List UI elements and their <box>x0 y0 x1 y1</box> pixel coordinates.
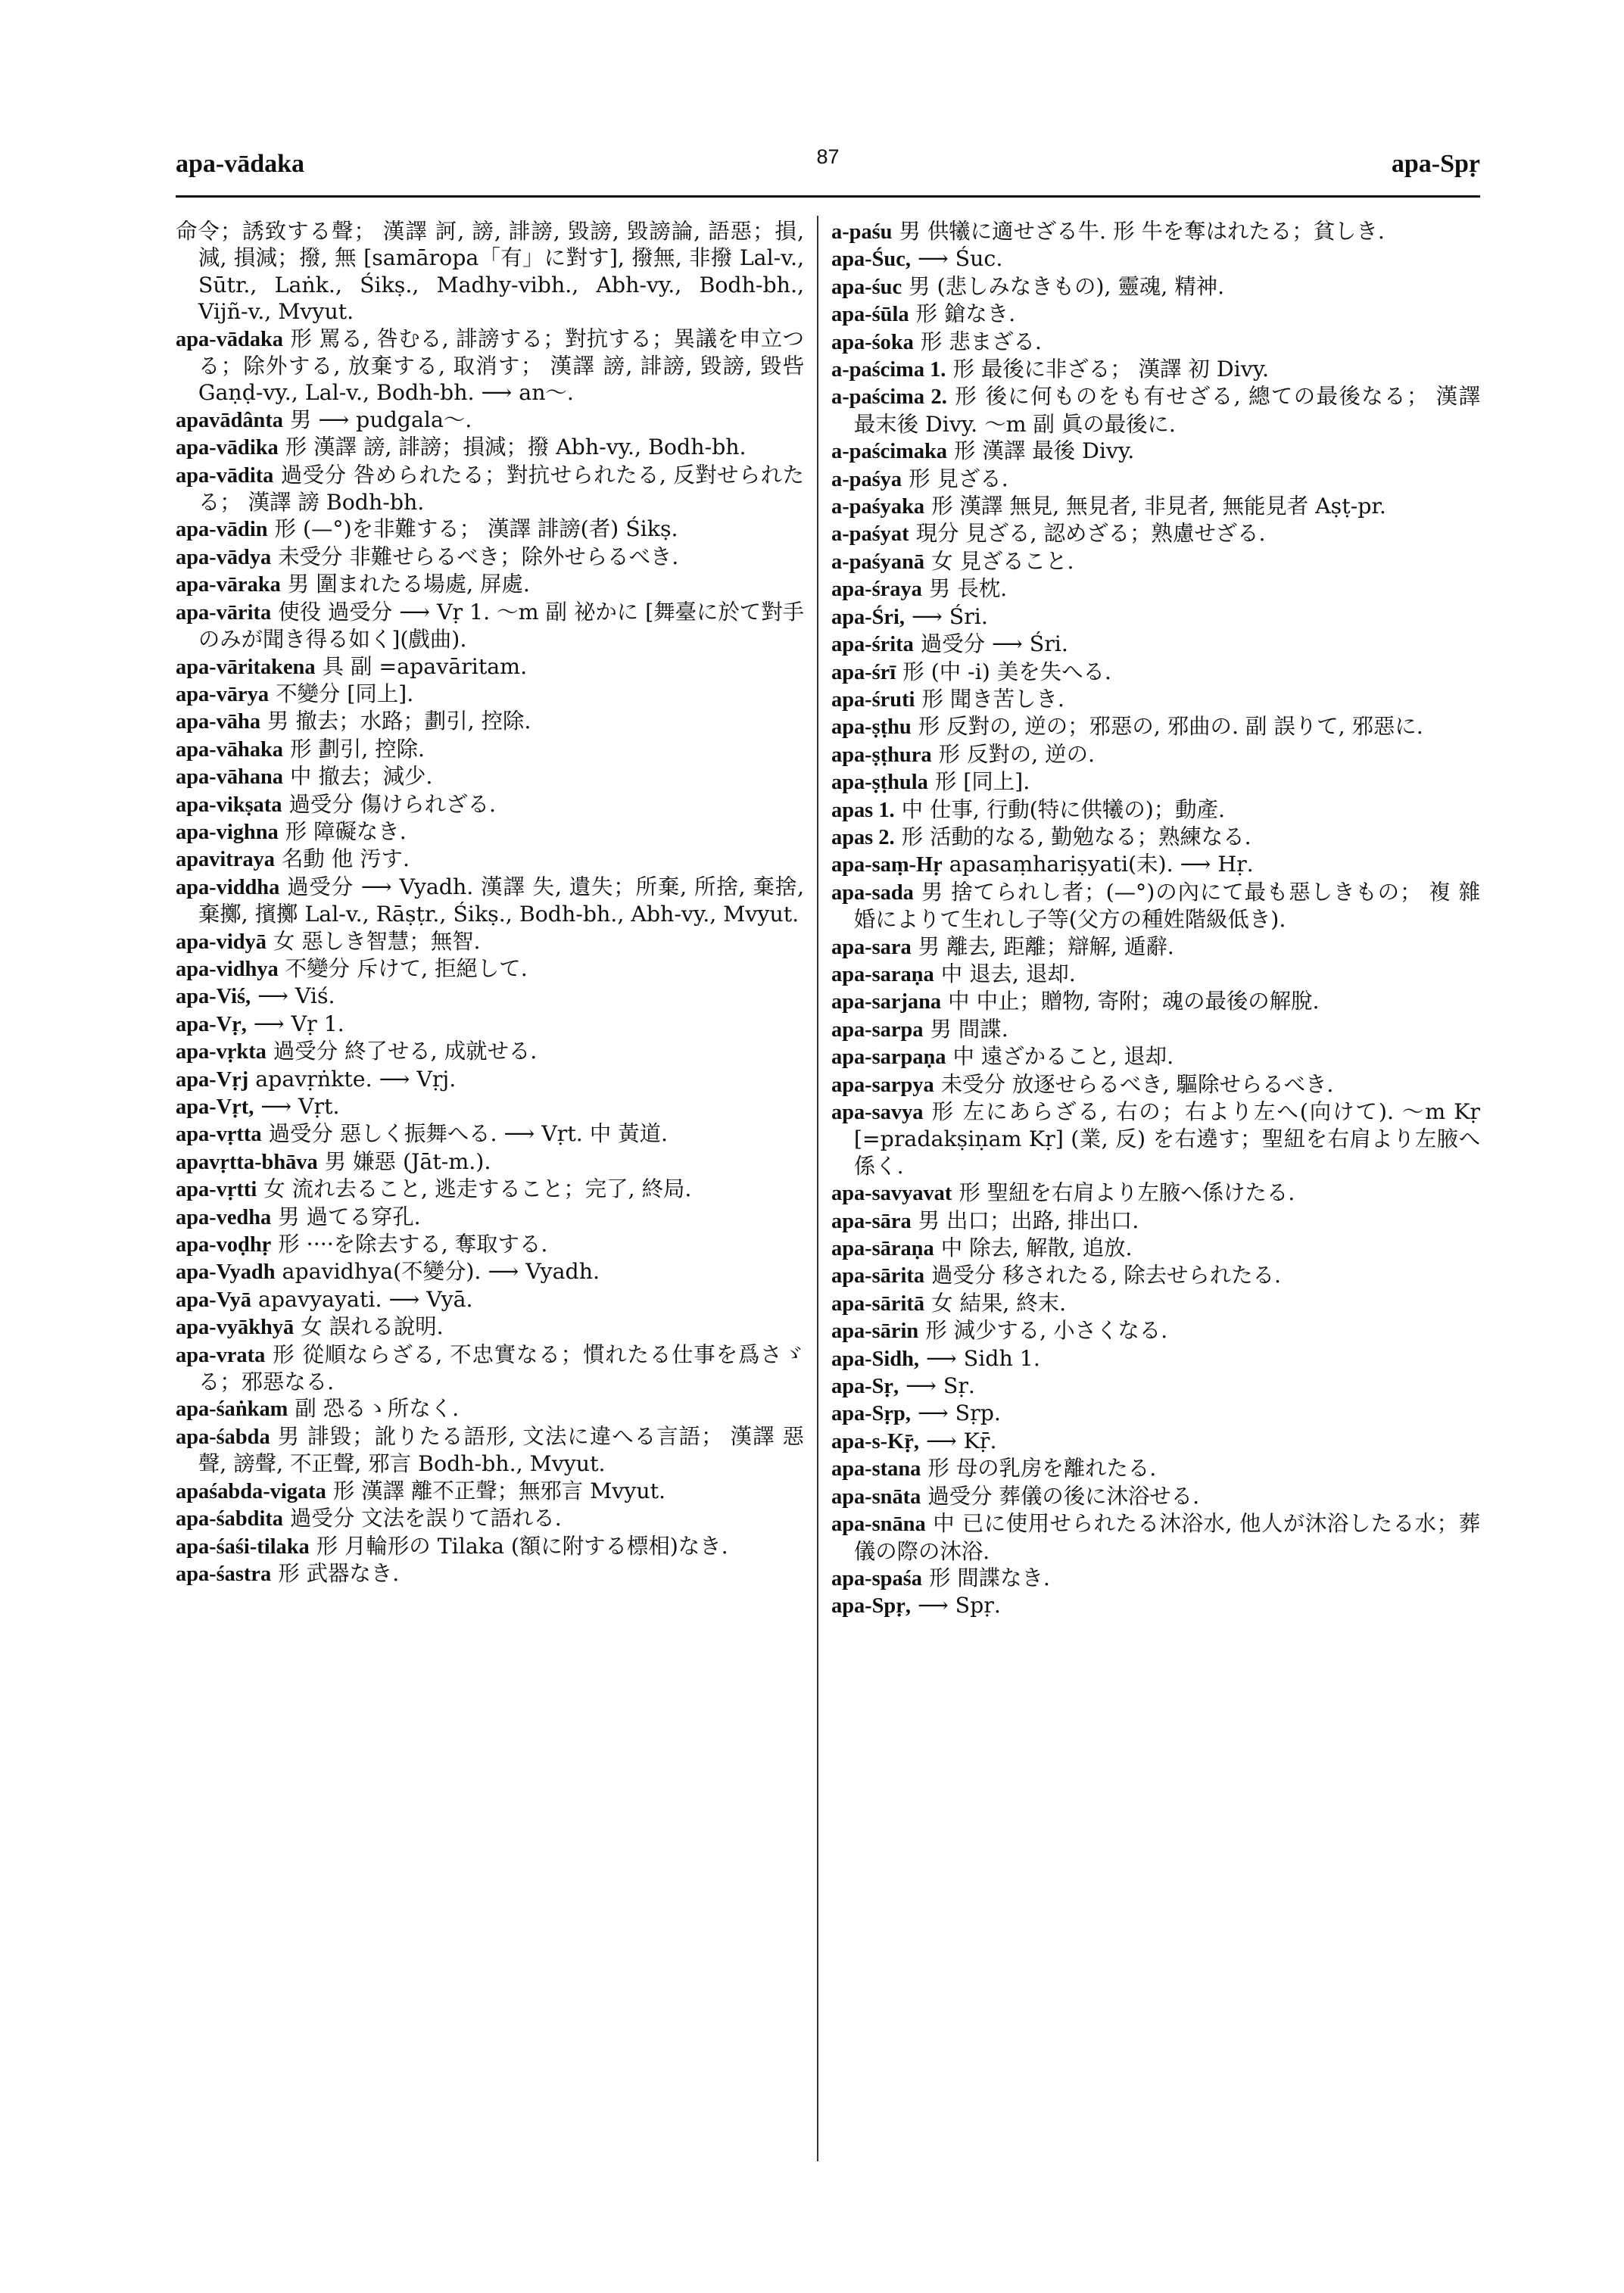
entry-definition: 形 (—°)を非難する； 漢譯 誹謗(者) Śikṣ. <box>274 516 678 542</box>
entry-definition: 形 後に何ものをも有せざる, 總ての最後なる； 漢譯 最末後 Divy. 〜m 副 眞の最後に. <box>853 384 1480 437</box>
entry-definition: 形 從順ならざる, 不忠實なる；慣れたる仕事を爲さゞる；邪惡なる. <box>198 1341 804 1395</box>
entry-definition: 形 罵る, 咎むる, 誹謗する；對抗する；異議を申立つる；除外する, 放棄する, 取消す； 漢譯 謗, 誹謗, 毀謗, 毀呰 Gaṇḍ-vy., Lal-v., Bodh-bh. ⟶ an〜. <box>198 326 805 406</box>
entry-headword: apavitraya <box>176 848 275 872</box>
entry-headword: apa-voḍhṛ <box>176 1233 272 1257</box>
entry-headword: apa-vādita <box>176 463 274 488</box>
dictionary-entry <box>176 846 804 873</box>
dictionary-entry <box>831 1043 1480 1070</box>
entry-headword: apa-vāritakena <box>176 655 316 679</box>
entry-definition: 男 出口；出路, 排出口. <box>918 1207 1139 1233</box>
entry-headword: apaśabda-vigata <box>176 1479 326 1503</box>
dictionary-entry <box>831 631 1480 658</box>
entry-definition: 過受分 移されたる, 除去せられたる. <box>931 1263 1282 1288</box>
dictionary-entry <box>831 713 1480 740</box>
entry-definition: 現分 見ざる, 認めざる；熟慮せざる. <box>915 521 1266 547</box>
dictionary-entry <box>176 1120 804 1148</box>
entry-headword: apa-Śri, <box>831 605 906 629</box>
dictionary-entry <box>831 879 1480 933</box>
entry-definition: 形 [同上]. <box>934 769 1030 795</box>
dictionary-entry <box>176 599 804 653</box>
entry-definition: 過受分 文法を誤りて語れる. <box>290 1506 562 1531</box>
entry-headword: apa-vāhaka <box>176 737 283 762</box>
entry-definition: 中 退去, 退却. <box>940 961 1076 986</box>
entry-headword: a-paśyat <box>831 522 909 547</box>
entry-definition: 形 漢譯 謗, 誹謗；損減；撥 Abh-vy., Bodh-bh. <box>285 435 747 460</box>
entry-definition: 形 減少する, 小さくなる. <box>925 1318 1168 1344</box>
entry-headword: apa-viddha <box>176 875 280 899</box>
entry-definition: 名動 他 汚す. <box>281 846 410 872</box>
dictionary-entry <box>831 686 1480 713</box>
entry-headword: apa-Vyadh <box>176 1260 276 1285</box>
left-column <box>176 218 804 1587</box>
dictionary-entry <box>176 736 804 763</box>
entry-definition: 形 活動的なる, 勤勉なる；熟練なる. <box>901 824 1252 849</box>
dictionary-entry <box>176 462 804 516</box>
dictionary-entry <box>831 1262 1480 1289</box>
entry-headword: apa-śabda <box>176 1425 270 1449</box>
dictionary-entry <box>831 1235 1480 1262</box>
entry-headword: apa-sara <box>831 935 912 959</box>
dictionary-entry <box>176 1258 804 1285</box>
dictionary-entry <box>176 1505 804 1532</box>
entry-definition: 形 見ざる. <box>909 466 1008 491</box>
entry-definition: apavṛṅkte. ⟶ Vṛj. <box>255 1066 457 1092</box>
entry-headword: apa-saraṇa <box>831 962 934 986</box>
entry-headword: apa-vṛkta <box>176 1040 267 1064</box>
running-head-right: apa-Spṛ <box>1391 150 1480 178</box>
entry-headword: apa-s-Kṝ, <box>831 1429 919 1453</box>
entry-definition: 形 障礙なき. <box>285 818 407 844</box>
entry-headword: apa-sarpaṇa <box>831 1045 946 1070</box>
entry-definition: 形 反對の, 逆の；邪惡の, 邪曲の. 副 誤りて, 邪惡に. <box>918 714 1423 740</box>
dictionary-entry <box>831 1098 1480 1179</box>
entry-definition: 中 仕事, 行動(特に供犧の)；動產. <box>901 796 1225 822</box>
entry-headword: apa-vādaka <box>176 327 283 351</box>
entry-definition: ⟶ Sṛp. <box>917 1400 1001 1426</box>
dictionary-entry <box>831 438 1480 465</box>
entry-definition: 形 反對の, 逆の. <box>938 741 1095 767</box>
entry-headword: apa-ṣṭhu <box>831 715 912 740</box>
dictionary-entry <box>831 961 1480 988</box>
entry-definition: 過受分 ⟶ Śri. <box>920 631 1068 657</box>
entry-headword: apa-stana <box>831 1457 921 1481</box>
dictionary-entry <box>176 1478 804 1505</box>
dictionary-entry <box>831 1372 1480 1400</box>
entry-definition: ⟶ Viś. <box>257 983 335 1009</box>
entry-definition: 形 武器なき. <box>278 1560 400 1586</box>
entry-headword: apa-Sidh, <box>831 1347 919 1371</box>
header-rule <box>176 195 1480 198</box>
entry-headword: a-paśyanā <box>831 550 925 574</box>
entry-headword: apa-vedha <box>176 1205 272 1229</box>
dictionary-entry <box>176 1395 804 1422</box>
entry-headword: apa-savyavat <box>831 1182 952 1206</box>
dictionary-entry <box>831 1179 1480 1207</box>
entry-definition: 形 間諜なき. <box>928 1565 1050 1590</box>
dictionary-entry <box>176 1148 804 1176</box>
entry-definition: 男 長枕. <box>928 576 1008 602</box>
dictionary-entry <box>176 434 804 461</box>
dictionary-entry <box>831 493 1480 520</box>
entry-definition: 中 中止；贈物, 寄附；魂の最後の解脫. <box>948 989 1320 1014</box>
entry-headword: apa-Vyā <box>176 1288 251 1312</box>
entry-definition: 形 最後に非ざる； 漢譯 初 Divy. <box>952 357 1270 382</box>
dictionary-entry <box>831 383 1480 438</box>
dictionary-entry <box>176 708 804 735</box>
entry-definition: 命令；誘致する聲； 漢譯 訶, 謗, 誹謗, 毀謗, 毀謗論, 語惡；損, 減, 損減；撥, 無 [samāropa「有」に對す], 撥無, 非撥 Lal-v., Sūtr., Laṅk., Śikṣ., Madhy-vibh., Abh-vy., Bodh-bh., Vijñ-v., Mvyut. <box>176 219 804 325</box>
entry-definition: 形 聞き苦しき. <box>921 686 1064 712</box>
entry-headword: apa-vidyā <box>176 930 267 954</box>
dictionary-entry <box>831 796 1480 824</box>
entry-headword: apa-śaṅkam <box>176 1397 288 1422</box>
entry-definition: 不變分 [同上]. <box>276 681 414 706</box>
dictionary-entry <box>831 273 1480 301</box>
entry-definition: 男 供犧に適せざる牛. 形 牛を奪はれたる；貧しき. <box>899 219 1385 244</box>
entry-definition: 形 月輪形の Tilaka (額に附する標相)なき. <box>316 1533 728 1559</box>
dictionary-entry <box>176 1533 804 1560</box>
dictionary-entry <box>176 653 804 681</box>
dictionary-entry <box>831 659 1480 686</box>
entry-headword: apa-Sṛp, <box>831 1402 911 1426</box>
entry-definition: ⟶ Śri. <box>912 603 988 629</box>
entry-headword: apa-Vṛj <box>176 1067 249 1092</box>
dictionary-entry <box>831 1016 1480 1043</box>
dictionary-entry <box>176 928 804 955</box>
entry-headword: apa-śruti <box>831 687 915 712</box>
entry-definition: ⟶ Spṛ. <box>917 1593 1001 1618</box>
entry-definition: 中 除去, 解散, 追放. <box>940 1235 1133 1261</box>
entry-definition: 男 離去, 距離；辯解, 遁辭. <box>918 933 1174 959</box>
entry-definition: 男 間諜. <box>930 1016 1008 1042</box>
dictionary-entry <box>831 520 1480 547</box>
entry-headword: apa-sāritā <box>831 1291 925 1316</box>
dictionary-entry <box>176 681 804 708</box>
dictionary-entry <box>176 1093 804 1120</box>
entry-definition: 中 遠ざかること, 退却. <box>952 1044 1174 1070</box>
entry-headword: apa-sarjana <box>831 990 942 1014</box>
entry-headword: apa-Śuc, <box>831 248 911 272</box>
entry-headword: apa-vrata <box>176 1343 266 1367</box>
page-header <box>176 145 1480 195</box>
entry-headword: apa-śastra <box>176 1562 272 1586</box>
dictionary-entry <box>176 1204 804 1231</box>
entry-headword: apa-śraya <box>831 578 922 602</box>
dictionary-entry <box>831 603 1480 631</box>
entry-definition: 過受分 ⟶ Vyadh. 漢譯 失, 遺失；所棄, 所捨, 棄捨, 棄擲, 擯擲 Lal-v., Rāṣṭr., Śikṣ., Bodh-bh., Abh-vy., Mvyut. <box>198 874 804 927</box>
dictionary-entry <box>831 1483 1480 1510</box>
entry-definition: 女 流れ去ること, 逃走すること；完了, 終局. <box>263 1176 692 1202</box>
entry-headword: apa-vādin <box>176 518 268 542</box>
entry-definition: 中 撤去；減少. <box>290 764 433 790</box>
entry-definition: ⟶ Vṛt. <box>260 1094 340 1119</box>
entry-headword: apa-ṣṭhula <box>831 771 928 795</box>
dictionary-entry <box>831 1207 1480 1235</box>
entry-headword: apa-vidhya <box>176 957 279 981</box>
entry-headword: apa-vāraka <box>176 573 281 597</box>
entry-headword: a-paścimaka <box>831 440 948 464</box>
dictionary-entry <box>831 1400 1480 1427</box>
entry-definition: 使役 過受分 ⟶ Vṛ 1. 〜m 副 祕かに [舞臺に於て對手のみが聞き得る如く](戲曲). <box>198 599 804 653</box>
dictionary-entry <box>831 218 1480 245</box>
dictionary-entry <box>831 1510 1480 1565</box>
entry-definition: 形 ····を除去する, 奪取する. <box>278 1232 548 1257</box>
entry-headword: apa-śrita <box>831 633 914 657</box>
dictionary-entry <box>831 824 1480 851</box>
entry-definition: 形 聖紐を右肩より左腋へ係けたる. <box>959 1180 1295 1206</box>
entry-definition: 男 撤去；水路；劃引, 控除. <box>267 709 531 734</box>
entry-definition: 未受分 放逐せらるべき, 驅除せらるべき. <box>940 1071 1334 1097</box>
dictionary-entry <box>176 1066 804 1093</box>
entry-definition: 女 惡しき智慧；無智. <box>273 928 481 954</box>
entry-definition: 過受分 終了せる, 成就せる. <box>273 1039 538 1064</box>
entry-headword: apa-vādika <box>176 436 279 460</box>
entry-definition: 女 結果, 終末. <box>931 1290 1067 1316</box>
dictionary-entry <box>176 571 804 598</box>
entry-headword: a-paśu <box>831 220 893 244</box>
dictionary-entry <box>831 1071 1480 1098</box>
entry-headword: apa-vṛtti <box>176 1178 257 1202</box>
entry-headword: apa-sāra <box>831 1209 912 1233</box>
dictionary-entry <box>176 1423 804 1478</box>
dictionary-entry <box>176 1313 804 1341</box>
entry-headword: apa-sarpa <box>831 1017 924 1042</box>
entry-headword: apa-vighna <box>176 820 279 844</box>
right-column <box>831 218 1480 1620</box>
column-divider <box>817 216 818 2161</box>
dictionary-entry <box>831 356 1480 383</box>
entry-definition: ⟶ Vṛ 1. <box>253 1011 344 1036</box>
entry-headword: apa-vikṣata <box>176 793 282 817</box>
dictionary-entry <box>176 791 804 818</box>
entry-headword: apa-snāta <box>831 1485 921 1509</box>
entry-headword: apa-vāha <box>176 710 261 734</box>
entry-headword: a-paśyaka <box>831 495 925 519</box>
entry-headword: apa-śabdita <box>176 1507 283 1531</box>
dictionary-entry <box>176 1011 804 1038</box>
dictionary-entry <box>176 407 804 434</box>
entry-definition: 過受分 葬儀の後に沐浴せる. <box>927 1483 1200 1509</box>
entry-definition: 過受分 惡しく振舞へる. ⟶ Vṛt. 中 黃道. <box>268 1121 669 1147</box>
entry-definition: 男 誹毀；訛りたる語形, 文法に違へる言語； 漢譯 惡聲, 謗聲, 不正聲, 邪言 Bodh-bh., Mvyut. <box>198 1423 804 1477</box>
entry-definition: ⟶ Sṛ. <box>906 1373 975 1399</box>
dictionary-entry <box>831 1592 1480 1619</box>
entry-definition: 男 (悲しみなきもの), 靈魂, 精神. <box>909 273 1225 299</box>
entry-headword: a-paśya <box>831 467 902 491</box>
entry-headword: apa-śuc <box>831 275 902 299</box>
dictionary-entry <box>176 1231 804 1258</box>
entry-headword: apa-snāna <box>831 1513 926 1537</box>
dictionary-entry <box>831 301 1480 328</box>
entry-definition: 男 過てる穿孔. <box>278 1204 421 1229</box>
entry-definition: 形 鎗なき. <box>915 301 1016 327</box>
entry-headword: apa-śoka <box>831 330 914 354</box>
dictionary-entry <box>176 955 804 983</box>
entry-headword: apa-vārita <box>176 600 272 625</box>
entry-headword: apa-vādya <box>176 545 272 569</box>
dictionary-entry <box>176 983 804 1010</box>
entry-headword: apa-Vṛt, <box>176 1095 254 1119</box>
dictionary-entry <box>176 1176 804 1203</box>
entry-definition: 中 已に使用せられたる沐浴水, 他人が沐浴したる水；葬儀の際の沐浴. <box>853 1511 1481 1564</box>
entry-definition: 男 嫌惡 (Jāt-m.). <box>324 1148 491 1174</box>
entry-definition: 過受分 傷けられざる. <box>288 791 497 817</box>
entry-definition: 形 左にあらざる, 右の；右より左へ(向けて). 〜m Kṛ [=pradakṣiṇam Kṛ] (業, 反) を右遶す；聖紐を右肩より左腋へ係く. <box>853 1099 1480 1179</box>
dictionary-entry <box>831 575 1480 603</box>
entry-headword: apa-śrī <box>831 660 896 684</box>
dictionary-entry <box>176 516 804 543</box>
entry-headword: apa-Vṛ, <box>176 1012 247 1036</box>
entry-headword: apa-sārin <box>831 1319 919 1344</box>
dictionary-entry <box>831 1455 1480 1482</box>
entry-headword: apa-saṃ-Hṛ <box>831 853 943 877</box>
dictionary-entry <box>176 1560 804 1587</box>
entry-definition: 形 漢譯 離不正聲；無邪言 Mvyut. <box>332 1478 666 1503</box>
running-head-left: apa-vādaka <box>176 150 305 178</box>
entry-headword: apa-Spṛ, <box>831 1594 911 1618</box>
dictionary-entry <box>831 988 1480 1015</box>
entry-headword: apa-Viś, <box>176 985 251 1009</box>
entry-headword: apa-śūla <box>831 303 909 327</box>
entry-definition: 未受分 非難せらるべき；除外せらるべき. <box>278 544 679 569</box>
entry-headword: apas 1. <box>831 798 895 822</box>
entry-headword: apa-sada <box>831 880 914 905</box>
entry-definition: apavidhya(不變分). ⟶ Vyadh. <box>282 1259 600 1285</box>
entry-headword: apa-śaśi-tilaka <box>176 1534 310 1559</box>
dictionary-entry <box>831 1428 1480 1455</box>
entry-definition: 女 誤れる說明. <box>301 1314 444 1340</box>
entry-definition: ⟶ Śuc. <box>917 246 1003 272</box>
dictionary-entry <box>176 1341 804 1396</box>
entry-headword: apa-sāraṇa <box>831 1237 934 1261</box>
entry-definition: 女 見ざること. <box>931 548 1074 574</box>
entry-headword: apas 2. <box>831 825 895 849</box>
entry-definition: 男 ⟶ pudgala〜. <box>290 407 472 432</box>
entry-headword: a-paścima 1. <box>831 358 946 382</box>
entry-definition: 不變分 斥けて, 拒絕して. <box>285 955 528 981</box>
entry-definition: 形 (中 -i) 美を失へる. <box>902 659 1111 684</box>
entry-definition: 形 劃引, 控除. <box>290 736 425 762</box>
dictionary-entry <box>831 1290 1480 1317</box>
entry-headword: apa-vyākhyā <box>176 1316 295 1340</box>
dictionary-entry <box>831 933 1480 961</box>
entry-headword: apa-ṣṭhura <box>831 743 932 767</box>
dictionary-entry <box>176 818 804 846</box>
entry-definition: 副 恐るゝ所なく. <box>295 1396 460 1422</box>
page-number: 87 <box>816 145 840 168</box>
entry-headword: apa-Sṛ, <box>831 1375 899 1399</box>
entry-headword: apa-vṛtta <box>176 1123 262 1147</box>
entry-definition: 過受分 咎められたる；對抗せられたる, 反對せられたる； 漢譯 謗 Bodh-bh. <box>198 462 805 516</box>
dictionary-entry <box>831 741 1480 768</box>
entry-definition: 具 副 =apavāritam. <box>322 653 528 679</box>
dictionary-entry <box>176 1286 804 1313</box>
entry-headword: apa-sarpya <box>831 1073 934 1097</box>
entry-headword: apa-savya <box>831 1101 924 1124</box>
dictionary-entry <box>831 548 1480 575</box>
entry-headword: apa-spaśa <box>831 1566 922 1590</box>
dictionary-entry <box>831 1345 1480 1372</box>
dictionary-entry <box>176 874 804 928</box>
entry-definition: 形 母の乳房を離れたる. <box>927 1456 1157 1481</box>
dictionary-entry <box>176 544 804 571</box>
dictionary-entry <box>831 466 1480 493</box>
dictionary-entry <box>831 1317 1480 1344</box>
entry-headword: apa-vāhana <box>176 765 283 790</box>
entry-definition: ⟶ Kṝ. <box>925 1428 997 1453</box>
entry-headword: apa-vārya <box>176 682 270 706</box>
entry-definition: 形 悲まざる. <box>920 329 1042 354</box>
entry-definition: 男 圍まれたる場處, 屏處. <box>287 572 530 597</box>
entry-definition: 形 漢譯 無見, 無見者, 非見者, 無能見者 Aṣṭ-pr. <box>931 494 1386 519</box>
dictionary-entry <box>176 326 804 407</box>
dictionary-entry <box>176 218 804 326</box>
entry-definition: apavyayati. ⟶ Vyā. <box>257 1286 473 1312</box>
dictionary-entry <box>176 1038 804 1065</box>
entry-definition: ⟶ Sidh 1. <box>926 1345 1040 1371</box>
dictionary-entry <box>176 763 804 790</box>
entry-definition: 男 捨てられし者；(—°)の內にて最も惡しきもの； 複 雜婚によりて生れし子等(父方の種姓階級低き). <box>853 879 1481 933</box>
dictionary-entry <box>831 1565 1480 1592</box>
dictionary-entry <box>831 768 1480 796</box>
entry-definition: 形 漢譯 最後 Divy. <box>954 438 1135 464</box>
entry-headword: apa-sārita <box>831 1264 925 1288</box>
dictionary-entry <box>831 329 1480 356</box>
dictionary-entry <box>831 245 1480 273</box>
entry-headword: apavādânta <box>176 408 283 432</box>
entry-definition: apasaṃhariṣyati(未). ⟶ Hṛ. <box>949 852 1254 877</box>
dictionary-entry <box>831 851 1480 878</box>
entry-headword: a-paścima 2. <box>831 385 947 410</box>
entry-headword: apavṛtta-bhāva <box>176 1150 318 1174</box>
